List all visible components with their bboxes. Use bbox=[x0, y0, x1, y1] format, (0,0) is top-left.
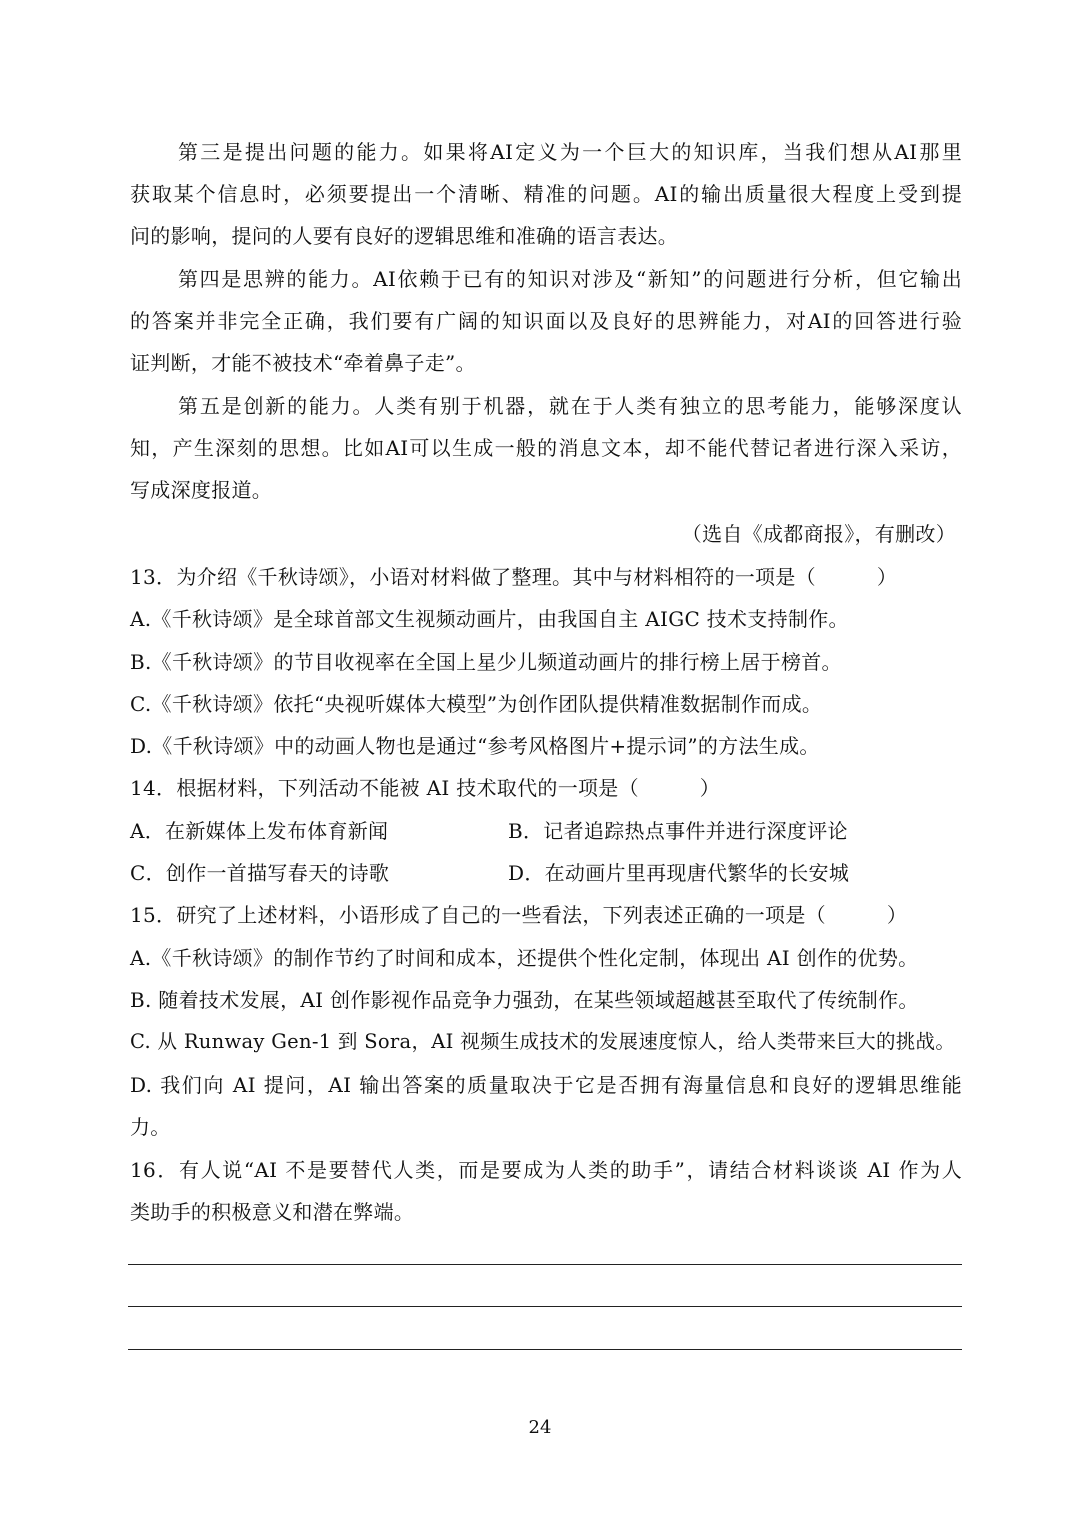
answer-line[interactable] bbox=[128, 1306, 962, 1307]
q13-stem: 13．为介绍《千秋诗颂》，小语对材料做了整理。其中与材料相符的一项是（ ） bbox=[130, 565, 898, 589]
q16-stem-line-2: 类助手的积极意义和潜在弊端。 bbox=[130, 1200, 415, 1224]
passage-p3-line-3: 问的影响，提问的人要有良好的逻辑思维和准确的语言表达。 bbox=[130, 224, 679, 248]
q15-option-a: A.《千秋诗颂》的制作节约了时间和成本，还提供个性化定制，体现出 AI 创作的优势。 bbox=[130, 946, 919, 970]
page-number: 24 bbox=[528, 1417, 552, 1438]
q13-option-c: C.《千秋诗颂》依托“央视听媒体大模型”为创作团队提供精准数据制作而成。 bbox=[130, 692, 823, 716]
passage-p4-line-3: 证判断，才能不被技术“牵着鼻子走”。 bbox=[130, 351, 476, 375]
q13-option-b: B.《千秋诗颂》的节目收视率在全国上星少儿频道动画片的排行榜上居于榜首。 bbox=[130, 650, 842, 674]
passage-p4-line-1: 第四是思辨的能力。AI依赖于已有的知识对涉及“新知”的问题进行分析，但它输出 bbox=[178, 267, 962, 291]
q14-option-b: B．记者追踪热点事件并进行深度评论 bbox=[508, 819, 848, 843]
q14-options-row-2 bbox=[130, 859, 962, 887]
passage-p3-line-1: 第三是提出问题的能力。如果将AI定义为一个巨大的知识库，当我们想从AI那里 bbox=[178, 140, 962, 164]
passage-p5-line-3: 写成深度报道。 bbox=[130, 478, 273, 502]
passage-p5-line-1: 第五是创新的能力。人类有别于机器，就在于人类有独立的思考能力，能够深度认 bbox=[178, 394, 962, 418]
passage-p3-line-2: 获取某个信息时，必须要提出一个清晰、精准的问题。AI的输出质量很大程度上受到提 bbox=[130, 182, 962, 206]
answer-line[interactable] bbox=[128, 1349, 962, 1350]
q16-stem-line-1: 16．有人说“AI 不是要替代人类，而是要成为人类的助手”，请结合材料谈谈 AI 作为人 bbox=[130, 1158, 962, 1182]
answer-line[interactable] bbox=[128, 1264, 962, 1265]
q14-option-c: C．创作一首描写春天的诗歌 bbox=[130, 861, 390, 885]
q15-option-d-line-2: 力。 bbox=[130, 1115, 171, 1139]
q14-stem: 14．根据材料，下列活动不能被 AI 技术取代的一项是（ ） bbox=[130, 776, 721, 800]
q13-option-a: A.《千秋诗颂》是全球首部文生视频动画片，由我国自主 AIGC 技术支持制作。 bbox=[130, 607, 849, 631]
q13-option-d: D.《千秋诗颂》中的动画人物也是通过“参考风格图片+提示词”的方法生成。 bbox=[130, 734, 820, 758]
q15-option-c: C. 从 Runway Gen-1 到 Sora，AI 视频生成技术的发展速度惊人，给人类带来巨大的挑战。 bbox=[130, 1030, 956, 1053]
q15-option-b: B. 随着技术发展，AI 创作影视作品竞争力强劲，在某些领域超越甚至取代了传统制作。 bbox=[130, 988, 919, 1012]
q15-option-d-line-1: D. 我们向 AI 提问，AI 输出答案的质量取决于它是否拥有海量信息和良好的逻辑思维能 bbox=[130, 1073, 962, 1097]
q15-stem: 15．研究了上述材料，小语形成了自己的一些看法，下列表述正确的一项是（ ） bbox=[130, 903, 908, 927]
q14-option-a: A．在新媒体上发布体育新闻 bbox=[130, 819, 389, 843]
passage-source: （选自《成都商报》，有删改） bbox=[681, 522, 956, 546]
q14-options-row-1 bbox=[130, 817, 962, 845]
passage-p5-line-2: 知，产生深刻的思想。比如AI可以生成一般的消息文本，却不能代替记者进行深入采访， bbox=[130, 436, 962, 460]
passage-p4-line-2: 的答案并非完全正确，我们要有广阔的知识面以及良好的思辨能力，对AI的回答进行验 bbox=[130, 309, 962, 333]
q14-option-d: D．在动画片里再现唐代繁华的长安城 bbox=[508, 861, 850, 885]
